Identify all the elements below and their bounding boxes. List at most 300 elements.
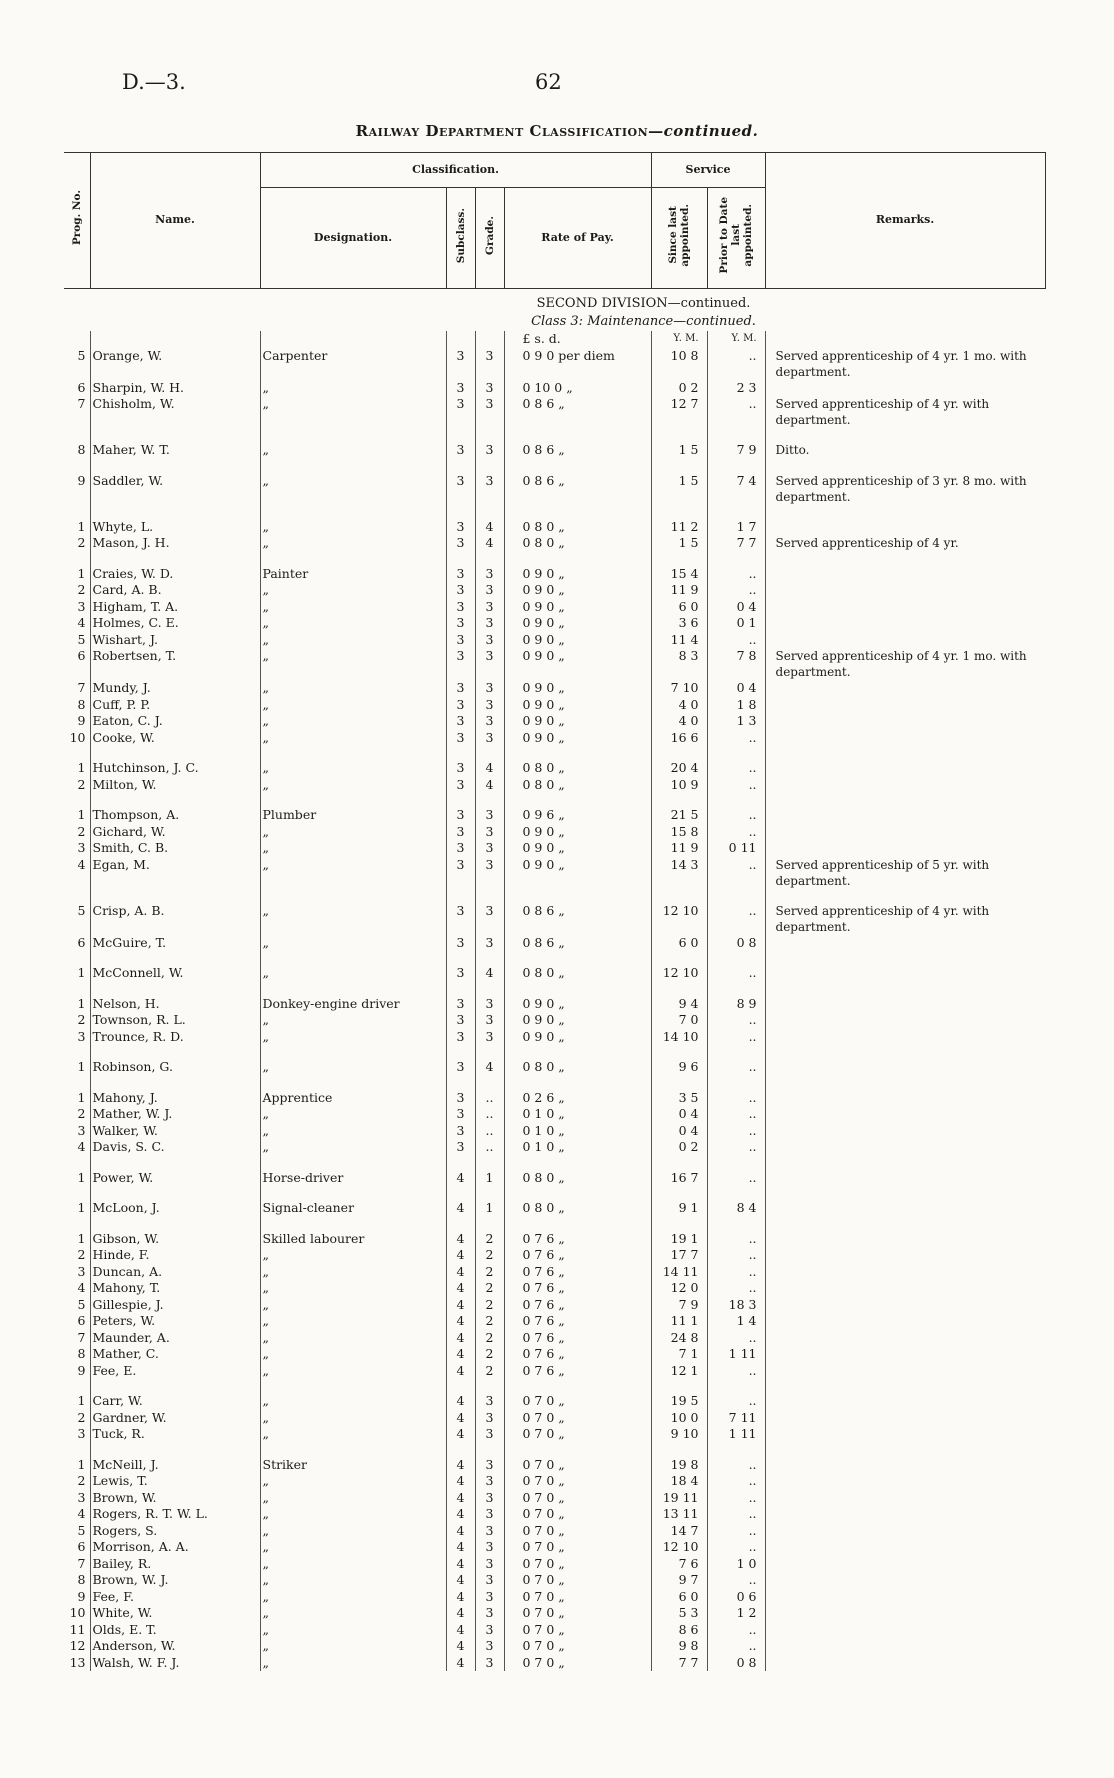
- grade: 3: [475, 1490, 504, 1507]
- grade: 3: [475, 996, 504, 1013]
- prog-no: 7: [64, 680, 90, 697]
- service-prior: ..: [707, 1247, 765, 1264]
- designation: Signal-cleaner: [260, 1200, 446, 1217]
- grade: 1: [475, 1200, 504, 1217]
- prog-no: 6: [64, 935, 90, 952]
- grade: 3: [475, 1589, 504, 1606]
- remarks: [765, 965, 1045, 982]
- service-prior: ..: [707, 1090, 765, 1107]
- table-row: [64, 1231, 1045, 1248]
- table-row: [64, 396, 1045, 428]
- rate-of-pay: 0 8 0 „: [504, 760, 651, 777]
- prog-no: 2: [64, 777, 90, 794]
- table-row: [64, 965, 1045, 982]
- service-prior: 1 11: [707, 1346, 765, 1363]
- designation: Striker: [260, 1457, 446, 1474]
- grade: 2: [475, 1247, 504, 1264]
- employee-name: Orange, W.: [90, 348, 260, 380]
- service-prior: 1 11: [707, 1426, 765, 1443]
- rate-of-pay: 0 9 0 „: [504, 582, 651, 599]
- subclass: 4: [446, 1264, 475, 1281]
- rate-of-pay: 0 7 6 „: [504, 1297, 651, 1314]
- subclass: 4: [446, 1523, 475, 1540]
- service-since: 10 0: [651, 1410, 707, 1427]
- remarks: [765, 1231, 1045, 1248]
- service-prior: ..: [707, 1473, 765, 1490]
- prog-no: 5: [64, 1297, 90, 1314]
- rate-of-pay: 0 7 0 „: [504, 1426, 651, 1443]
- subclass: 4: [446, 1490, 475, 1507]
- subclass: 3: [446, 965, 475, 982]
- service-prior: ..: [707, 1231, 765, 1248]
- service-prior: ..: [707, 1457, 765, 1474]
- remarks: [765, 1539, 1045, 1556]
- service-prior: ..: [707, 824, 765, 841]
- remarks: [765, 1426, 1045, 1443]
- subclass: 4: [446, 1589, 475, 1606]
- service-since: 12 7: [651, 396, 707, 428]
- table-row: [64, 1490, 1045, 1507]
- table-row: [64, 1330, 1045, 1347]
- designation: „: [260, 582, 446, 599]
- service-since: 7 1: [651, 1346, 707, 1363]
- rate-of-pay: 0 9 0 „: [504, 840, 651, 857]
- designation: „: [260, 1523, 446, 1540]
- service-since: 5 3: [651, 1605, 707, 1622]
- grade: 4: [475, 965, 504, 982]
- service-since: 16 7: [651, 1170, 707, 1187]
- designation: „: [260, 760, 446, 777]
- service-prior: ..: [707, 1523, 765, 1540]
- prog-no: 3: [64, 1264, 90, 1281]
- prog-no: 4: [64, 615, 90, 632]
- remarks: Served apprenticeship of 5 yr. with department.: [775, 857, 990, 888]
- rate-of-pay: 0 7 0 „: [504, 1622, 651, 1639]
- table-row: [64, 840, 1045, 857]
- prog-no: 12: [64, 1638, 90, 1655]
- prog-no: 4: [64, 1506, 90, 1523]
- rate-of-pay: 0 7 6 „: [504, 1231, 651, 1248]
- service-since: 9 7: [651, 1572, 707, 1589]
- service-prior: ..: [707, 1170, 765, 1187]
- prog-no: 11: [64, 1622, 90, 1639]
- col-prog-no: Prog. No.: [64, 153, 90, 289]
- table-row: [64, 1012, 1045, 1029]
- prog-no: 2: [64, 1410, 90, 1427]
- rate-of-pay: 0 7 0 „: [504, 1539, 651, 1556]
- remarks: [765, 760, 1045, 777]
- table-row: [64, 519, 1045, 536]
- service-since: 15 4: [651, 566, 707, 583]
- designation: „: [260, 697, 446, 714]
- col-name: Name.: [90, 153, 260, 289]
- subclass: 4: [446, 1426, 475, 1443]
- grade: 2: [475, 1313, 504, 1330]
- service-prior: 0 4: [707, 680, 765, 697]
- prog-no: 6: [64, 1313, 90, 1330]
- service-prior: ..: [707, 1012, 765, 1029]
- grade: 4: [475, 1059, 504, 1076]
- table-row: [64, 615, 1045, 632]
- subclass: 4: [446, 1539, 475, 1556]
- service-prior: 1 8: [707, 697, 765, 714]
- table-row: [64, 857, 1045, 889]
- employee-name: Egan, M.: [90, 857, 260, 889]
- remarks: [765, 1523, 1045, 1540]
- employee-name: Robertsen, T.: [90, 648, 260, 680]
- rate-of-pay: 0 10 0 „: [504, 380, 651, 397]
- rate-of-pay: 0 7 0 „: [504, 1523, 651, 1540]
- service-prior: ..: [707, 1139, 765, 1156]
- title-continued: continued.: [663, 122, 759, 140]
- prog-no: 9: [64, 1589, 90, 1606]
- prog-no: 1: [64, 965, 90, 982]
- table-row: [64, 1457, 1045, 1474]
- service-prior: ..: [707, 1490, 765, 1507]
- service-since: 19 11: [651, 1490, 707, 1507]
- designation: „: [260, 730, 446, 747]
- prog-no: 1: [64, 1170, 90, 1187]
- designation: „: [260, 535, 446, 552]
- service-since: 11 9: [651, 840, 707, 857]
- classification-table: [64, 152, 1046, 1671]
- prog-no: 8: [64, 1572, 90, 1589]
- service-since: 9 6: [651, 1059, 707, 1076]
- service-since: 9 10: [651, 1426, 707, 1443]
- service-prior: 0 8: [707, 935, 765, 952]
- table-body: [64, 289, 1045, 1672]
- grade: 3: [475, 1457, 504, 1474]
- table-row: [64, 1106, 1045, 1123]
- employee-name: Mason, J. H.: [90, 535, 260, 552]
- remarks: [765, 1059, 1045, 1076]
- service-since: 0 4: [651, 1106, 707, 1123]
- employee-name: Brown, W.: [90, 1490, 260, 1507]
- designation: „: [260, 1264, 446, 1281]
- service-prior: 0 4: [707, 599, 765, 616]
- prog-no: 3: [64, 840, 90, 857]
- employee-name: Fee, E.: [90, 1363, 260, 1380]
- prog-no: 5: [64, 348, 90, 380]
- rate-of-pay: 0 9 0 „: [504, 730, 651, 747]
- designation: „: [260, 1473, 446, 1490]
- service-since: 18 4: [651, 1473, 707, 1490]
- subclass: 4: [446, 1556, 475, 1573]
- subclass: 3: [446, 1139, 475, 1156]
- col-prior-appointed: Prior to Date last appointed.: [707, 188, 765, 289]
- service-since: 0 2: [651, 380, 707, 397]
- service-since: 11 1: [651, 1313, 707, 1330]
- rate-of-pay: 0 9 6 „: [504, 807, 651, 824]
- employee-name: Sharpin, W. H.: [90, 380, 260, 397]
- remarks: [765, 380, 1045, 397]
- service-since: 14 11: [651, 1264, 707, 1281]
- employee-name: McConnell, W.: [90, 965, 260, 982]
- prog-no: 1: [64, 1457, 90, 1474]
- prog-no: 2: [64, 824, 90, 841]
- service-prior: ..: [707, 396, 765, 428]
- table-row: [64, 824, 1045, 841]
- prog-no: 1: [64, 1200, 90, 1217]
- designation: „: [260, 777, 446, 794]
- service-since: 15 8: [651, 824, 707, 841]
- service-since: 10 8: [651, 348, 707, 380]
- subclass: 3: [446, 473, 475, 505]
- prog-no: 1: [64, 1090, 90, 1107]
- rate-of-pay: 0 7 0 „: [504, 1605, 651, 1622]
- subclass: 3: [446, 582, 475, 599]
- service-since: 12 10: [651, 965, 707, 982]
- subclass: 3: [446, 1029, 475, 1046]
- employee-name: Higham, T. A.: [90, 599, 260, 616]
- col-designation: Designation.: [260, 188, 446, 289]
- prog-no: 3: [64, 1123, 90, 1140]
- service-prior: ..: [707, 807, 765, 824]
- designation: „: [260, 1346, 446, 1363]
- employee-name: Whyte, L.: [90, 519, 260, 536]
- grade: ..: [475, 1139, 504, 1156]
- service-prior: ..: [707, 582, 765, 599]
- designation: Plumber: [260, 807, 446, 824]
- rate-of-pay: 0 7 6 „: [504, 1280, 651, 1297]
- remarks: [765, 1012, 1045, 1029]
- service-since: 12 10: [651, 1539, 707, 1556]
- grade: 4: [475, 519, 504, 536]
- service-prior: 1 2: [707, 1605, 765, 1622]
- designation: „: [260, 519, 446, 536]
- remarks: [765, 777, 1045, 794]
- service-since: 3 5: [651, 1090, 707, 1107]
- prog-no: 2: [64, 582, 90, 599]
- subclass: 3: [446, 680, 475, 697]
- employee-name: Thompson, A.: [90, 807, 260, 824]
- employee-name: Duncan, A.: [90, 1264, 260, 1281]
- employee-name: Mundy, J.: [90, 680, 260, 697]
- prog-no: 3: [64, 1029, 90, 1046]
- subclass: 3: [446, 1012, 475, 1029]
- employee-name: Cooke, W.: [90, 730, 260, 747]
- remarks: [765, 730, 1045, 747]
- employee-name: Smith, C. B.: [90, 840, 260, 857]
- rate-of-pay: 0 8 0 „: [504, 1170, 651, 1187]
- table-row: [64, 1123, 1045, 1140]
- employee-name: Chisholm, W.: [90, 396, 260, 428]
- service-prior: ..: [707, 1622, 765, 1639]
- table-row: [64, 1346, 1045, 1363]
- grade: 3: [475, 1572, 504, 1589]
- employee-name: Maunder, A.: [90, 1330, 260, 1347]
- remarks: [765, 1410, 1045, 1427]
- col-subclass: Subclass.: [446, 188, 475, 289]
- prog-no: 1: [64, 519, 90, 536]
- subclass: 3: [446, 1106, 475, 1123]
- subclass: 4: [446, 1393, 475, 1410]
- remarks: Served apprenticeship of 4 yr. 1 mo. with department.: [775, 348, 1027, 379]
- employee-name: Peters, W.: [90, 1313, 260, 1330]
- subclass: 3: [446, 599, 475, 616]
- grade: 3: [475, 1029, 504, 1046]
- remarks: [765, 1506, 1045, 1523]
- table-row: [64, 1655, 1045, 1672]
- service-since: 12 10: [651, 903, 707, 935]
- rate-of-pay: 0 9 0 „: [504, 680, 651, 697]
- remarks: [765, 1393, 1045, 1410]
- grade: ..: [475, 1123, 504, 1140]
- employee-name: Wishart, J.: [90, 632, 260, 649]
- employee-name: McGuire, T.: [90, 935, 260, 952]
- employee-name: Saddler, W.: [90, 473, 260, 505]
- service-since: 13 11: [651, 1506, 707, 1523]
- service-since: 8 3: [651, 648, 707, 680]
- table-row: [64, 935, 1045, 952]
- subclass: 3: [446, 648, 475, 680]
- service-since: 17 7: [651, 1247, 707, 1264]
- designation: „: [260, 1330, 446, 1347]
- remarks: [765, 807, 1045, 824]
- rate-of-pay: 0 9 0 „: [504, 632, 651, 649]
- service-since: 12 0: [651, 1280, 707, 1297]
- employee-name: Card, A. B.: [90, 582, 260, 599]
- prog-no: 1: [64, 1393, 90, 1410]
- grade: 3: [475, 1655, 504, 1672]
- designation: „: [260, 903, 446, 935]
- remarks: [765, 1605, 1045, 1622]
- remarks: [765, 1297, 1045, 1314]
- grade: 3: [475, 697, 504, 714]
- table-row: [64, 1393, 1045, 1410]
- service-since: 19 1: [651, 1231, 707, 1248]
- subclass: 4: [446, 1231, 475, 1248]
- service-prior: 7 8: [707, 648, 765, 680]
- subclass: 3: [446, 760, 475, 777]
- subclass: 3: [446, 632, 475, 649]
- grade: 3: [475, 1539, 504, 1556]
- employee-name: Olds, E. T.: [90, 1622, 260, 1639]
- table-row: [64, 1247, 1045, 1264]
- designation: Skilled labourer: [260, 1231, 446, 1248]
- designation: „: [260, 1393, 446, 1410]
- service-prior: 8 4: [707, 1200, 765, 1217]
- rate-of-pay: 0 9 0 „: [504, 824, 651, 841]
- table-row: [64, 1139, 1045, 1156]
- remarks: [765, 935, 1045, 952]
- service-prior: 1 3: [707, 713, 765, 730]
- remarks: [765, 840, 1045, 857]
- grade: 3: [475, 730, 504, 747]
- grade: 3: [475, 1426, 504, 1443]
- remarks: Served apprenticeship of 4 yr. with department.: [775, 903, 990, 934]
- col-classification: Classification.: [260, 153, 651, 188]
- service-since: 21 5: [651, 807, 707, 824]
- employee-name: McLoon, J.: [90, 1200, 260, 1217]
- grade: 3: [475, 632, 504, 649]
- col-service: Service: [651, 153, 765, 188]
- designation: „: [260, 935, 446, 952]
- rate-of-pay: 0 8 0 „: [504, 777, 651, 794]
- remarks: [765, 1090, 1045, 1107]
- remarks: [765, 599, 1045, 616]
- table-row: [64, 697, 1045, 714]
- employee-name: Bailey, R.: [90, 1556, 260, 1573]
- employee-name: Nelson, H.: [90, 996, 260, 1013]
- grade: 3: [475, 442, 504, 459]
- designation: „: [260, 680, 446, 697]
- grade: 3: [475, 1393, 504, 1410]
- table-row: [64, 1572, 1045, 1589]
- service-since: 9 4: [651, 996, 707, 1013]
- subclass: 3: [446, 396, 475, 428]
- service-since: 6 0: [651, 1589, 707, 1606]
- rate-of-pay: 0 7 0 „: [504, 1638, 651, 1655]
- rate-of-pay: 0 7 0 „: [504, 1490, 651, 1507]
- subclass: 4: [446, 1247, 475, 1264]
- rate-of-pay: 0 7 6 „: [504, 1330, 651, 1347]
- rate-of-pay: 0 7 6 „: [504, 1247, 651, 1264]
- rate-of-pay: 0 9 0 „: [504, 697, 651, 714]
- designation: „: [260, 1280, 446, 1297]
- grade: 3: [475, 935, 504, 952]
- remarks: Served apprenticeship of 4 yr. with department.: [775, 397, 990, 427]
- employee-name: Mahony, J.: [90, 1090, 260, 1107]
- table-row: [64, 535, 1045, 552]
- service-since: 9 8: [651, 1638, 707, 1655]
- table-row: [64, 1264, 1045, 1281]
- service-since: 1 5: [651, 535, 707, 552]
- designation: „: [260, 396, 446, 428]
- remarks: [765, 566, 1045, 583]
- document-reference: D.—3.: [122, 70, 186, 94]
- service-since: 1 5: [651, 442, 707, 459]
- table-row: [64, 1523, 1045, 1540]
- rate-of-pay: 0 9 0 „: [504, 713, 651, 730]
- designation: „: [260, 1363, 446, 1380]
- remarks: [765, 1247, 1045, 1264]
- service-since: 8 6: [651, 1622, 707, 1639]
- grade: 3: [475, 473, 504, 505]
- remarks: Ditto.: [775, 443, 810, 457]
- rate-of-pay: 0 7 0 „: [504, 1473, 651, 1490]
- rate-of-pay: 0 8 0 „: [504, 535, 651, 552]
- table-row: [64, 1410, 1045, 1427]
- grade: ..: [475, 1090, 504, 1107]
- remarks: [765, 1473, 1045, 1490]
- remarks: [765, 1589, 1045, 1606]
- prog-no: 2: [64, 535, 90, 552]
- subclass: 3: [446, 857, 475, 889]
- grade: 1: [475, 1170, 504, 1187]
- prog-no: 3: [64, 1426, 90, 1443]
- service-since: 19 8: [651, 1457, 707, 1474]
- subclass: 3: [446, 697, 475, 714]
- remarks: Served apprenticeship of 3 yr. 8 mo. with department.: [775, 473, 1027, 504]
- prog-no: 5: [64, 1523, 90, 1540]
- prog-no: 1: [64, 566, 90, 583]
- grade: 3: [475, 1605, 504, 1622]
- rate-of-pay: 0 1 0 „: [504, 1123, 651, 1140]
- subclass: 4: [446, 1638, 475, 1655]
- prog-no: 7: [64, 396, 90, 428]
- service-since: 20 4: [651, 760, 707, 777]
- rate-of-pay: 0 8 0 „: [504, 1059, 651, 1076]
- service-prior: ..: [707, 1572, 765, 1589]
- remarks: [765, 1123, 1045, 1140]
- table-row: [64, 632, 1045, 649]
- prog-no: 8: [64, 697, 90, 714]
- rate-of-pay: 0 9 0 „: [504, 615, 651, 632]
- table-row: [64, 760, 1045, 777]
- prog-no: 7: [64, 1330, 90, 1347]
- prior-units: Y. M.: [707, 331, 765, 348]
